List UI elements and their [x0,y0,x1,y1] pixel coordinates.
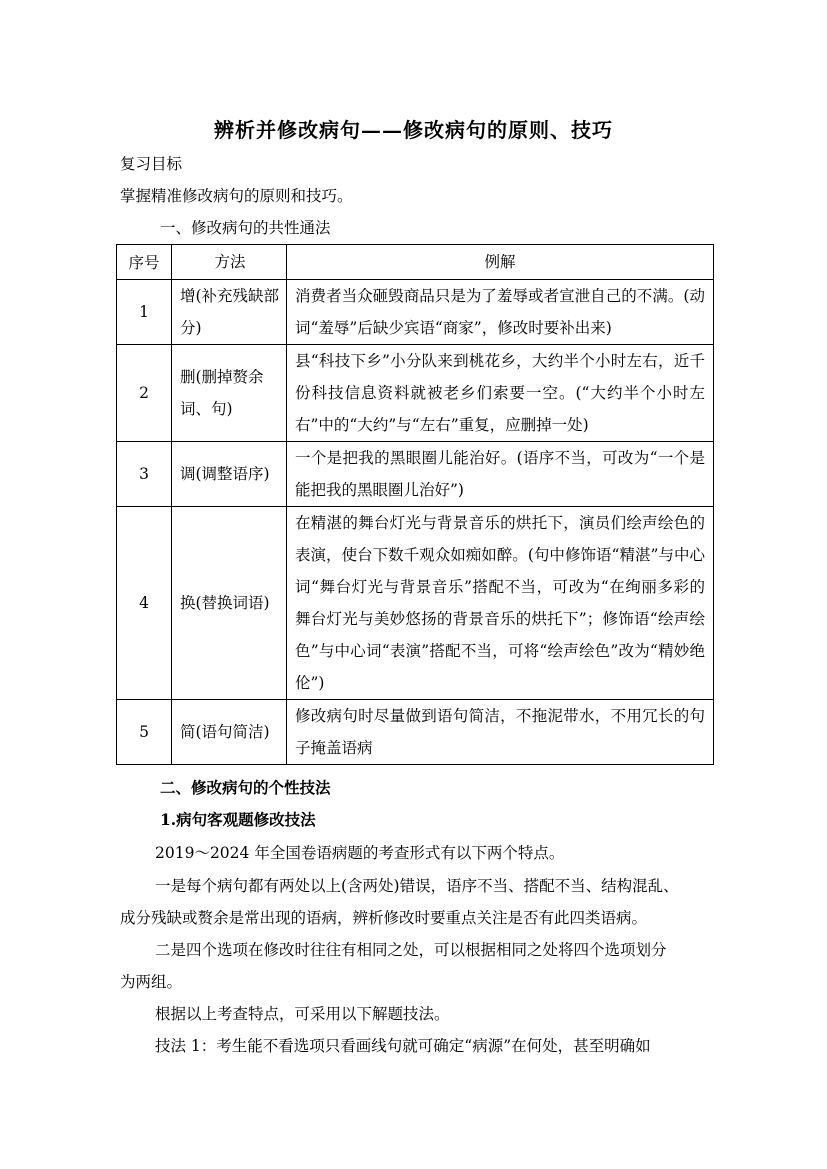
paragraph-2-line-1: 一是每个病句都有两处以上(含两处)错误，语序不当、搭配不当、结构混乱、 [155,877,679,895]
paragraph-3-line-2: 为两组。 [120,973,183,991]
methods-table [116,244,714,765]
row-no: 1 [117,280,172,345]
header-example: 例解 [287,245,714,280]
row-no: 4 [117,507,172,700]
table-header-row [117,245,714,280]
row-no: 5 [117,700,172,765]
row-example: 一个是把我的黑眼圈儿能治好。(语序不当，可改为“一个是能把我的黑眼圈儿治好”) [287,442,714,507]
row-method: 简(语句简洁) [172,700,287,765]
row-no: 2 [117,345,172,442]
row-example: 修改病句时尽量做到语句简洁，不拖泥带水，不用冗长的句子掩盖语病 [287,700,714,765]
table-row [117,700,714,765]
paragraph-3-line-1: 二是四个选项在修改时往往有相同之处，可以根据相同之处将四个选项划分 [155,941,667,959]
review-heading: 复习目标 [120,155,183,173]
table-row [117,442,714,507]
table-row [117,280,714,345]
header-no: 序号 [117,245,172,280]
sub1-heading: 1.病句客观题修改技法 [160,810,316,829]
row-method: 删(删掉赘余词、句) [172,345,287,442]
page-title: 辨析并修改病句——修改病句的原则、技巧 [214,118,613,142]
row-method: 换(替换词语) [172,507,287,700]
row-no: 3 [117,442,172,507]
paragraph-5: 技法 1：考生能不看选项只看画线句就可确定“病源”在何处，甚至明确如 [155,1037,651,1055]
review-text: 掌握精准修改病句的原则和技巧。 [120,187,353,205]
header-method: 方法 [172,245,287,280]
table-row [117,345,714,442]
row-example: 消费者当众砸毁商品只是为了羞辱或者宣泄自己的不满。(动词“羞辱”后缺少宾语“商家”，修改时要补出来) [287,280,714,345]
row-example: 在精湛的舞台灯光与背景音乐的烘托下，演员们绘声绘色的表演，使台下数千观众如痴如醉。(句中修饰语“精湛”与中心词“舞台灯光与背景音乐”搭配不当，可改为“在绚丽多彩的舞台灯光与美妙悠扬的背景音乐的烘托下”；修饰语“绘声绘色”与中心词“表演”搭配不当，可将“绘声绘色”改为“精妙绝伦”) [287,507,714,700]
table-row [117,507,714,700]
section1-heading: 一、修改病句的共性通法 [160,219,331,237]
paragraph-4: 根据以上考查特点，可采用以下解题技法。 [155,1005,450,1023]
row-method: 调(调整语序) [172,442,287,507]
paragraph-1: 2019～2024 年全国卷语病题的考查形式有以下两个特点。 [155,844,565,862]
row-example: 县“科技下乡”小分队来到桃花乡，大约半个小时左右，近千份科技信息资料就被老乡们索要一空。(“大约半个小时左右”中的“大约”与“左右”重复，应删掉一处) [287,345,714,442]
section2-heading: 二、修改病句的个性技法 [160,778,331,797]
paragraph-2-line-2: 成分残缺或赘余是常出现的语病，辨析修改时要重点关注是否有此四类语病。 [120,909,648,927]
row-method: 增(补充残缺部分) [172,280,287,345]
